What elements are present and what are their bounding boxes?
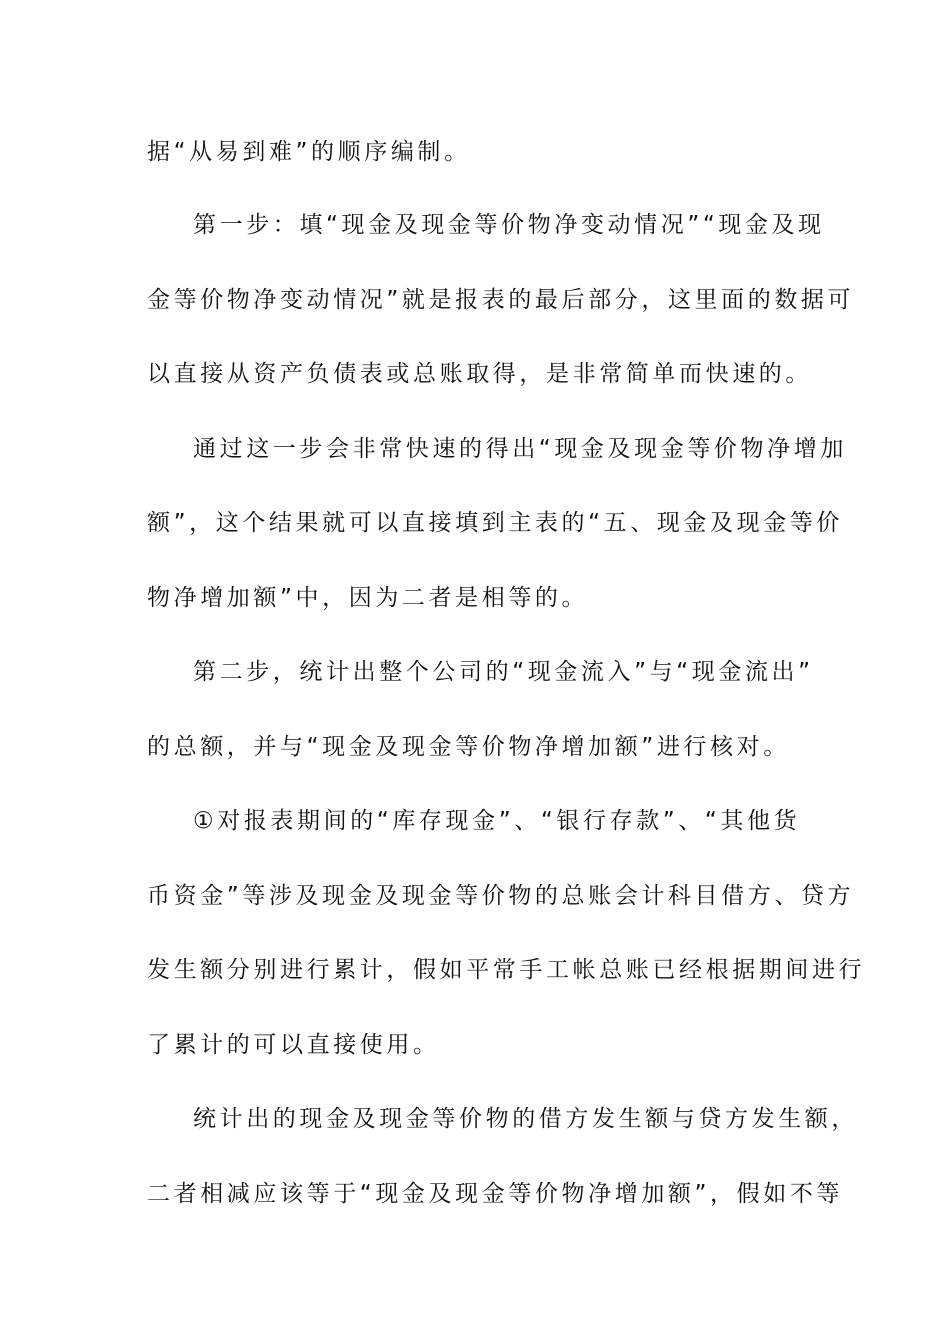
text-line-15: 二者相减应该等于“现金及现金等价物净增加额”，假如不等 (147, 1181, 844, 1207)
text-line-3: 金等价物净变动情况”就是报表的最后部分，这里面的数据可 (147, 287, 855, 313)
text-line-12: 发生额分别进行累计，假如平常手工帐总账已经根据期间进行 (147, 957, 866, 983)
text-line-7: 物净增加额”中，因为二者是相等的。 (147, 585, 589, 611)
text-line-10: ①对报表期间的“库存现金”、“银行存款”、“其他货 (193, 808, 801, 834)
text-line-1: 据“从易到难”的顺序编制。 (147, 139, 471, 165)
text-line-9: 的总额，并与“现金及现金等价物净增加额”进行核对。 (147, 734, 790, 760)
text-line-6: 额”，这个结果就可以直接填到主表的“五、现金及现金等价 (147, 510, 844, 536)
text-line-8: 第二步，统计出整个公司的“现金流入”与“现金流出” (193, 659, 814, 685)
text-line-11: 币资金”等涉及现金及现金等价物的总账会计科目借方、贷方 (147, 883, 855, 909)
text-line-13: 了累计的可以直接使用。 (147, 1032, 440, 1058)
text-line-5: 通过这一步会非常快速的得出“现金及现金等价物净增加 (193, 436, 847, 462)
text-line-2: 第一步：填“现金及现金等价物净变动情况”“现金及现 (193, 212, 825, 238)
text-line-14: 统计出的现金及现金等价物的借方发生额与贷方发生额， (193, 1106, 858, 1132)
text-line-4: 以直接从资产负债表或总账取得，是非常简单而快速的。 (147, 361, 812, 387)
